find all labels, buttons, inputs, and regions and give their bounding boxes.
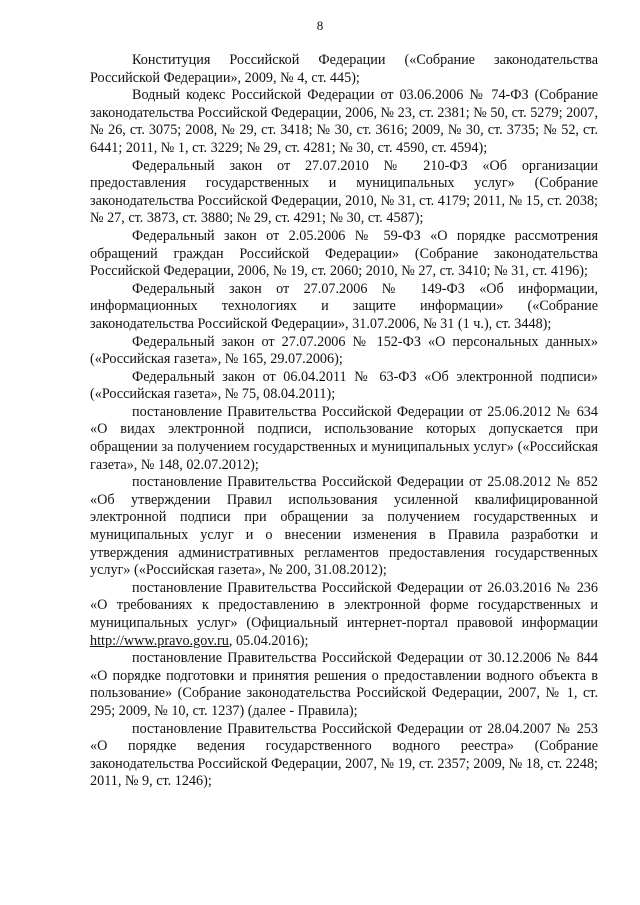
- page-number: 8: [316, 18, 324, 33]
- document-body: [90, 52, 598, 791]
- paragraph-decree-852: постановление Правительства Российской Федерации от 25.08.2012 № 852 «Об утверждении Правил использования усиленной квалифицированной электронной подписи при обращении за получением государственных и муниципальных услуг и о внесении изменения в Правила разработки и утверждения административных регламентов предоставления государственных услуг» («Российская газета», № 200, 31.08.2012);: [90, 474, 598, 579]
- paragraph-law-152: Федеральный закон от 27.07.2006 № 152-ФЗ «О персональных данных» («Российская газета», № 165, 29.07.2006);: [90, 333, 598, 368]
- paragraph-decree-844: постановление Правительства Российской Федерации от 30.12.2006 № 844 «О порядке подготовки и принятия решения о предоставлении водного объекта в пользование» (Собрание законодательства Российской Федерации, 2007, № 1, ст. 295; 2009, № 10, ст. 1237) (далее - Правила);: [90, 650, 598, 719]
- paragraph-decree-634: постановление Правительства Российской Федерации от 25.06.2012 № 634 «О видах электронной подписи, использование которых допускается при обращении за получением государственных и муниципальных услуг» («Российская газета», № 148, 02.07.2012);: [90, 403, 598, 473]
- paragraph-decree-253: постановление Правительства Российской Федерации от 28.04.2007 № 253 «О порядке ведения государственного водного реестра» (Собрание законодательства Российской Федерации, 2007, № 19, ст. 2357; 2009, № 18, ст. 2248; 2011, № 9, ст. 1246);: [90, 720, 598, 790]
- paragraph-water-code: Водный кодекс Российской Федерации от 03.06.2006 № 74-ФЗ (Собрание законодательства Российской Федерации, 2006, № 23, ст. 2381; № 50, ст. 5279; 2007, № 26, ст. 3075; 2008, № 29, ст. 3418; № 30, ст. 3616; 2009, № 30, ст. 3735; № 52, ст. 6441; 2011, № 1, ст. 3229; № 29, ст. 4281; № 30, ст. 4590, ст. 4594);: [90, 87, 598, 156]
- paragraph-decree-236: [90, 580, 598, 650]
- decree-236-text-end: , 05.04.2016);: [228, 632, 309, 649]
- paragraph-law-63: Федеральный закон от 06.04.2011 № 63-ФЗ «Об электронной подписи» («Российская газета», № 75, 08.04.2011);: [90, 368, 598, 403]
- paragraph-law-210: Федеральный закон от 27.07.2010 № 210-ФЗ «Об организации предоставления государственных и муниципальных услуг» (Собрание законодательства Российской Федерации, 2010, № 31, ст. 4179; 2011, № 15, ст. 2038; № 27, ст. 3873, ст. 3880; № 29, ст. 4291; № 30, ст. 4587);: [90, 157, 598, 227]
- paragraph-law-59: Федеральный закон от 2.05.2006 № 59-ФЗ «О порядке рассмотрения обращений граждан Российской Федерации» (Собрание законодательства Российской Федерации, 2006, № 19, ст. 2060; 2010, № 27, ст. 3410; № 31, ст. 4196);: [90, 227, 598, 280]
- pravo-gov-link[interactable]: http://www.pravo.gov.ru: [90, 632, 229, 649]
- decree-236-text: постановление Правительства Российской Федерации от 26.03.2016 № 236 «О требованиях к предоставлению в электронной форме государственных и муниципальных услуг» (Официальный интернет-портал правовой информации: [90, 579, 598, 631]
- paragraph-law-149: Федеральный закон от 27.07.2006 № 149-ФЗ «Об информации, информационных технологиях и защите информации» («Собрание законодательства Российской Федерации», 31.07.2006, № 31 (1 ч.), ст. 3448);: [90, 280, 598, 332]
- paragraph-constitution: Конституция Российской Федерации («Собрание законодательства Российской Федерации», 2009, № 4, ст. 445);: [90, 52, 598, 86]
